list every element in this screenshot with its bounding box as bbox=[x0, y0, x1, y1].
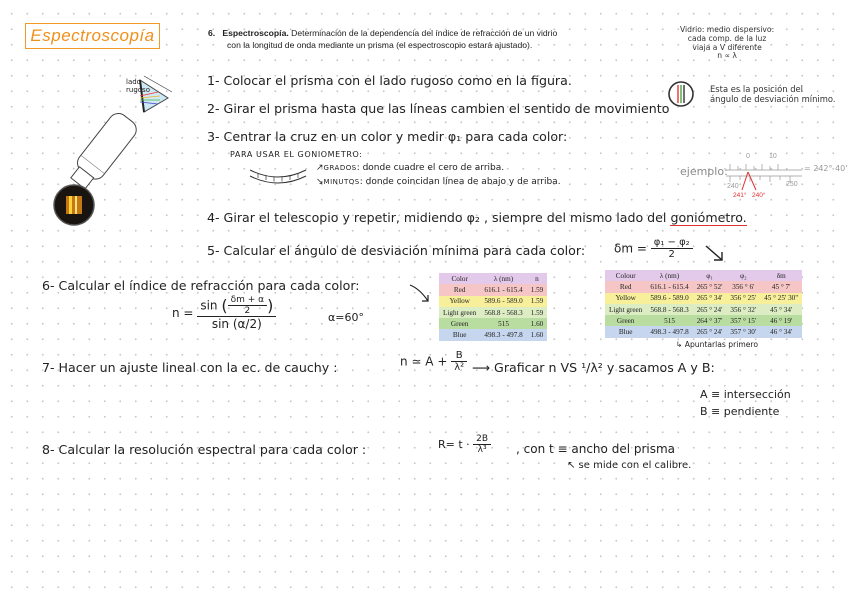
results-table-n bbox=[439, 273, 547, 341]
minimum-position-icon bbox=[667, 80, 695, 108]
table-cell: Light green bbox=[609, 305, 643, 314]
example-red-b: 240° bbox=[752, 192, 766, 199]
side-note-line4: n ∝ λ bbox=[717, 51, 737, 61]
step-3: 3- Centrar la cruz en un color y medir φ₁ para cada color: bbox=[207, 129, 568, 144]
sin-label: sin bbox=[200, 298, 218, 313]
table-header: Colour bbox=[615, 271, 636, 280]
table-header: Color bbox=[451, 274, 468, 283]
table-cell: 264 ° 37' bbox=[696, 316, 723, 325]
table-cell: 45 ° 25' 30" bbox=[764, 294, 799, 303]
side-note-line3: viaja a V diferente bbox=[692, 42, 762, 52]
example-top0: 0 bbox=[746, 153, 750, 160]
table-header-row bbox=[439, 273, 547, 284]
arrow-down-right-icon bbox=[408, 283, 432, 307]
table-cell: Red bbox=[619, 282, 632, 291]
table-row bbox=[439, 329, 547, 340]
table-cell: Yellow bbox=[615, 294, 636, 303]
table-cell: 45 ° 34' bbox=[770, 305, 793, 314]
table-row bbox=[605, 293, 802, 304]
table-cell: 45 ° 7' bbox=[771, 282, 791, 291]
header-line1: Determinación de la dependencia del índice de refracción de un vidrio bbox=[291, 28, 558, 38]
cauchy-fraction bbox=[451, 350, 467, 373]
table-cell: 589.6 - 589.0 bbox=[650, 294, 689, 303]
inner-fraction bbox=[228, 295, 267, 316]
step-2: 2- Girar el prisma hasta que las líneas cambien el sentido de movimiento bbox=[207, 101, 670, 116]
resolution-num: 2B bbox=[473, 434, 491, 445]
goniometer-scale-drawing bbox=[248, 164, 308, 190]
step-4-text: 4- Girar el telescopio y repetir, midiendo φ₂ , siempre del mismo lado del bbox=[207, 210, 667, 225]
section-number: 6. bbox=[208, 28, 216, 38]
cauchy-num: B bbox=[451, 350, 467, 362]
table-cell: 46 ° 19' bbox=[770, 316, 793, 325]
minutos-line: ↘MINUTOS: donde coincidan línea de abajo y de arriba. bbox=[316, 177, 561, 187]
table-cell: 46 ° 34' bbox=[770, 328, 793, 337]
intercept-def: A ≡ intersección bbox=[700, 388, 791, 401]
min-note-line2: ángulo de desviación mínimo. bbox=[710, 94, 836, 104]
step-5-formula bbox=[614, 237, 693, 260]
step-8: 8- Calcular la resolución espectral para cada color : bbox=[42, 442, 367, 457]
grados-label: GRADOS bbox=[323, 164, 357, 172]
inner-den: 2 bbox=[244, 306, 251, 316]
example-bottom250: 250 bbox=[786, 181, 798, 188]
table-row bbox=[605, 281, 802, 292]
table-row bbox=[605, 304, 802, 315]
cauchy-equation bbox=[400, 350, 467, 373]
spectroscope-drawing bbox=[40, 70, 180, 230]
table-cell: Green bbox=[450, 319, 469, 328]
step-7-rest: ⟶ Graficar n VS ¹/λ² y sacamos A y B: bbox=[472, 360, 715, 375]
table-cell: Blue bbox=[452, 331, 467, 340]
cauchy-lhs: n ≃ A + bbox=[400, 354, 448, 369]
table-caption: ↳ Apuntarlas primero bbox=[676, 340, 759, 349]
table-row bbox=[605, 315, 802, 326]
table-cell: 357 ° 15' bbox=[730, 316, 757, 325]
section-title: Espectroscopía. bbox=[222, 28, 289, 38]
resolution-formula bbox=[438, 434, 491, 455]
cauchy-den: λ² bbox=[454, 362, 465, 373]
table-header: φ₁ bbox=[706, 271, 713, 280]
prism-label-rugoso: rugoso bbox=[126, 86, 150, 94]
inner-num: δm + α bbox=[228, 295, 267, 306]
table-cell: 589.6 - 589.0 bbox=[484, 297, 523, 306]
side-note bbox=[680, 26, 774, 61]
grados-text: : donde cuadre el cero de arriba. bbox=[356, 163, 505, 173]
step-4-goniometro: goniómetro. bbox=[670, 210, 747, 225]
table-cell: 498.3 - 497.8 bbox=[484, 331, 523, 340]
table-cell: 616.1 - 615.4 bbox=[484, 285, 523, 294]
resolution-den: λ³ bbox=[477, 445, 487, 455]
example-red-a: 241° bbox=[733, 192, 747, 199]
prism-label bbox=[126, 78, 150, 94]
delta-symbol: δm = bbox=[614, 241, 647, 256]
header-line2: con la longitud de onda mediante un prisma (el espectroscopio estará ajustado). bbox=[227, 39, 533, 50]
table-cell: 265 ° 34' bbox=[696, 294, 723, 303]
min-note-line1: Esta es la posición del bbox=[710, 84, 803, 94]
alpha-value: α=60° bbox=[328, 311, 364, 324]
table-header: n bbox=[535, 274, 539, 283]
resolution-lhs: R= t · bbox=[438, 438, 470, 451]
n-lhs: n = bbox=[172, 306, 194, 320]
step-3-sub: PARA USAR EL GONIOMETRO: bbox=[230, 150, 363, 159]
table-row bbox=[439, 296, 547, 307]
resolution-fraction bbox=[473, 434, 491, 455]
table-cell: 515 bbox=[664, 316, 675, 325]
table-cell: 498.3 - 497.8 bbox=[650, 328, 689, 337]
table-cell: 568.8 - 568.3 bbox=[650, 305, 689, 314]
table-cell: Green bbox=[616, 316, 635, 325]
step-1: 1- Colocar el prisma con el lado rugoso como en la figura. bbox=[207, 73, 572, 88]
prism-label-lado: lado bbox=[126, 78, 141, 86]
table-header: λ (nm) bbox=[659, 271, 680, 280]
arrow-down-right-icon bbox=[704, 244, 726, 264]
minimum-position-note bbox=[710, 84, 836, 104]
table-cell: 1.60 bbox=[530, 331, 544, 340]
table-cell: 265 ° 24' bbox=[696, 305, 723, 314]
table-cell: 356 ° 6' bbox=[732, 282, 755, 291]
table-cell: 265 ° 24' bbox=[696, 328, 723, 337]
table-cell: 357 ° 30' bbox=[730, 328, 757, 337]
example-label: ejemplo: bbox=[680, 165, 728, 178]
delta-numerator: φ₁ − φ₂ bbox=[651, 237, 693, 249]
n-numerator: sin ( $\frac{\delta m + \alpha}{2}$ ) bbox=[197, 295, 276, 317]
table-cell: 356 ° 32' bbox=[730, 305, 757, 314]
step-4 bbox=[207, 210, 747, 225]
table-cell: 568.8 - 568.3 bbox=[484, 308, 523, 317]
side-note-line1: Vidrio: medio dispersivo: bbox=[680, 25, 775, 34]
table-cell: 1.60 bbox=[530, 319, 544, 328]
table-cell: 1.59 bbox=[530, 308, 544, 317]
step-6: 6- Calcular el índice de refracción para cada color: bbox=[42, 278, 360, 293]
table-cell: Blue bbox=[618, 328, 633, 337]
table-cell: Light green bbox=[443, 308, 477, 317]
example-top10: 10 bbox=[769, 153, 777, 160]
section-header bbox=[208, 28, 557, 51]
example-result: = 242° 40' bbox=[804, 164, 848, 173]
table-cell: 616.1 - 615.4 bbox=[650, 282, 689, 291]
table-row bbox=[439, 318, 547, 329]
step-8-sub: ↖ se mide con el calibre. bbox=[567, 460, 692, 471]
step-8-rest: , con t ≡ ancho del prisma bbox=[516, 442, 676, 456]
n-denominator: sin (α/2) bbox=[211, 317, 262, 331]
minutos-text: : donde coincidan línea de abajo y de arriba. bbox=[359, 177, 561, 187]
step-7: 7- Hacer un ajuste lineal con la ec. de cauchy : bbox=[42, 360, 338, 375]
table-cell: Red bbox=[453, 285, 466, 294]
side-note-line2: cada comp. de la luz bbox=[687, 33, 767, 43]
table-cell: 356 ° 25' bbox=[730, 294, 757, 303]
measurements-table bbox=[605, 270, 802, 338]
delta-fraction bbox=[651, 237, 693, 260]
delta-denominator: 2 bbox=[668, 249, 675, 260]
example-bottom240: 240 bbox=[727, 183, 739, 190]
table-cell: 1.59 bbox=[530, 285, 544, 294]
grados-line: ↗GRADOS: donde cuadre el cero de arriba. bbox=[316, 163, 505, 173]
slope-def: B ≡ pendiente bbox=[700, 405, 780, 418]
refraction-formula bbox=[172, 295, 276, 331]
table-cell: Yellow bbox=[449, 297, 470, 306]
page-title: Espectroscopía bbox=[25, 23, 160, 49]
table-row bbox=[439, 307, 547, 318]
table-cell: 1.59 bbox=[530, 297, 544, 306]
table-row bbox=[605, 326, 802, 337]
table-header: δm bbox=[776, 271, 786, 280]
table-row bbox=[439, 284, 547, 295]
n-fraction bbox=[197, 295, 276, 331]
step-5: 5- Calcular el ángulo de desviación mínima para cada color: bbox=[207, 243, 586, 258]
table-cell: 265 ° 52' bbox=[696, 282, 723, 291]
goniometer-instructions bbox=[316, 161, 561, 189]
table-header: λ (nm) bbox=[493, 274, 514, 283]
minutos-label: MINUTOS bbox=[323, 178, 360, 186]
table-header: φ₂ bbox=[739, 271, 747, 280]
table-header-row bbox=[605, 270, 802, 281]
table-cell: 515 bbox=[498, 319, 509, 328]
